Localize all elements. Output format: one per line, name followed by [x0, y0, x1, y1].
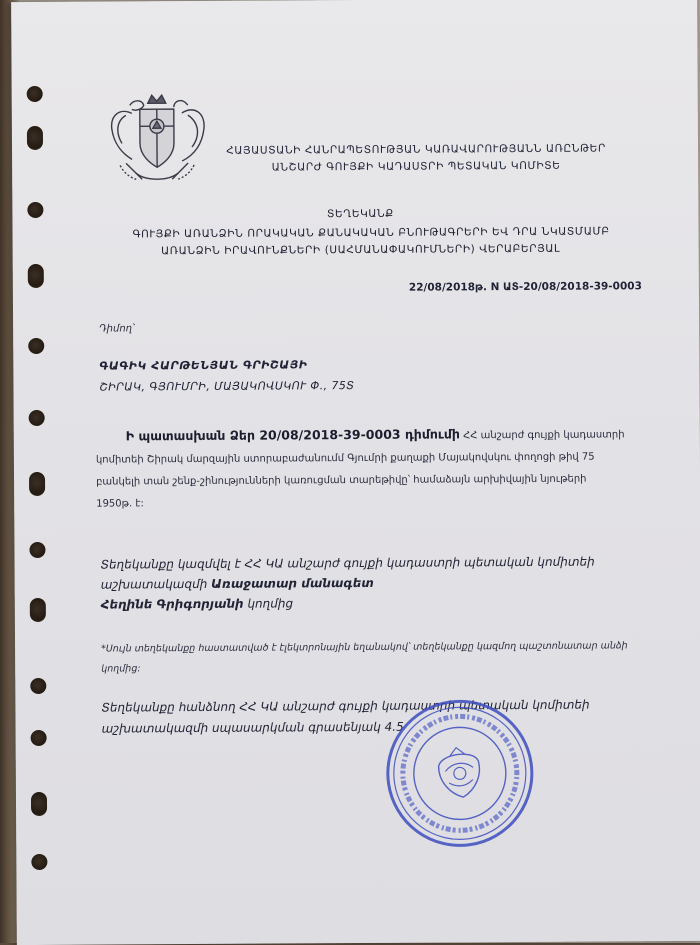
binder-hole — [31, 730, 47, 746]
body-paragraph — [96, 422, 662, 515]
official-stamp-icon — [374, 687, 546, 859]
compiled-text: աշխատակազմի — [101, 577, 212, 592]
handover-paragraph — [101, 694, 641, 739]
binder-hole — [31, 854, 47, 870]
binder-hole — [29, 472, 45, 496]
handover-text: Տեղեկանքը հանձնող ՀՀ ԿԱ անշարժ գույքի կադաստրի պետական կոմիտեի — [101, 694, 641, 718]
handover-text: աշխատակազմի սպասարկման գրասենյակ 4.5 — [102, 715, 642, 739]
binder-hole — [31, 792, 47, 816]
binder-hole — [28, 338, 44, 354]
body-text: կոմիտեի Շիրակ մարզային ստորաբաժանումմ Գյումրի քաղաքի Մայակովսկու փողոցի թիվ 75 — [96, 446, 661, 471]
binder-hole — [30, 598, 46, 622]
document-title-line: ԳՈՒՅՔԻ ԱՌԱՆՁԻՆ ՈՐԱԿԱԿԱՆ ՔԱՆԱԿԱԿԱՆ ԲՆՈՒԹԱԳՐԵՐԻ ԵՎ ԴՐԱ ՆԿԱՏՄԱՄԲ — [132, 224, 588, 244]
body-text: բանկելի տան շենք-շինությունների կառուցման տարեթիվը՝ համաձայն արխիվային նյութերի — [96, 468, 661, 493]
compiled-text: Տեղեկանքը կազմվել է ՀՀ ԿԱ անշարժ գույքի կադաստրի պետական կոմիտեի — [101, 551, 641, 574]
binder-hole — [27, 202, 43, 218]
document-title-line: ԱՌԱՆՁԻՆ ԻՐԱՎՈՒՆՔՆԵՐԻ (ՍԱՀՄԱՆԱՓԱԿՈՒՄՆԵՐԻ) ՎԵՐԱԲԵՐՅԱԼ — [133, 241, 589, 261]
recipient-label: Դիմող՝ — [99, 323, 134, 334]
binder-hole — [27, 86, 43, 102]
compiler-position: Առաջատար մանագետ — [211, 576, 374, 591]
electronic-confirmation-note — [101, 636, 661, 679]
document-sheet — [11, 0, 700, 945]
document-title-main: ՏԵՂԵԿԱՆՔ — [132, 205, 588, 225]
note-text: *Սույն տեղեկանքը հաստատված է էլեկտրոնային եղանակով՝ տեղեկանքը կազմող պաշտոնատար անձի — [101, 636, 661, 659]
body-text: 1950թ. է: — [96, 490, 661, 515]
binder-hole — [29, 410, 45, 426]
org-department-line: ԱՆՇԱՐԺ ԳՈՒՅՔԻ ԿԱԴԱՍՏՐԻ ՊԵՏԱԿԱՆ ԿՈՄԻՏԵ — [226, 157, 606, 176]
org-name-line: ՀԱՅԱՍՏԱՆԻ ՀԱՆՐԱՊԵՏՈՒԹՅԱՆ ԿԱՌԱՎԱՐՈՒԹՅԱՆՆ ԱՌԸՆԹԵՐ — [226, 140, 606, 159]
compiled-by-paragraph — [101, 551, 641, 614]
body-bold-start: Ի պատասխան Ձեր 20/08/2018-39-0003 դիմումի — [126, 426, 460, 443]
document-reference: 22/08/2018թ. N ԱՏ-20/08/2018-39-0003 — [409, 280, 642, 293]
body-text: ՀՀ անշարժ գույքի կադաստրի — [460, 429, 625, 441]
compiled-text: կողմից — [244, 596, 294, 610]
organization-header — [226, 140, 606, 176]
binder-hole — [30, 678, 46, 694]
binder-hole — [29, 542, 45, 558]
recipient-name: ԳԱԳԻԿ ՀԱՐԹԵՆՅԱՆ ԳՐԻՇԱՅԻ — [99, 354, 354, 377]
note-text: կողմից: — [101, 656, 661, 679]
recipient-block — [99, 354, 354, 398]
binder-hole — [27, 126, 43, 150]
recipient-address: ՇԻՐԱԿ, ԳՅՈՒՄՐԻ, ՄԱՅԱԿՈՎՍԿՈՒ Փ., 75Տ — [99, 375, 354, 398]
compiler-name: Հեղինե Գրիգորյանի — [101, 597, 244, 612]
coat-of-arms-icon — [102, 93, 213, 190]
document-title — [132, 205, 588, 261]
binder-hole — [28, 264, 44, 288]
